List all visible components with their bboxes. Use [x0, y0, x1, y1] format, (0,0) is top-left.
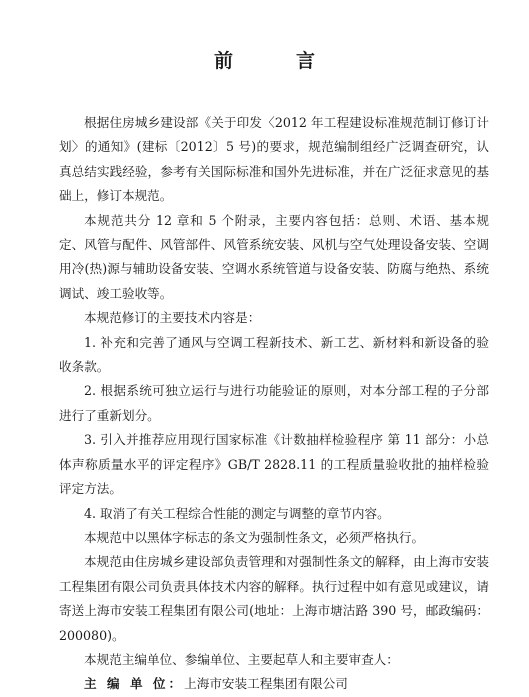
page-title: 前 言 — [213, 50, 337, 72]
paragraph-management: 本规范由住房城乡建设部负责管理和对强制性条文的解释，由上海市安装工程集团有限公司负责具体技术内容的解释。执行过程中如有意见或建议，请寄送上海市安装工程集团有限公司(地址：上海市塘沽路 390 号，邮政编码：200080)。 — [59, 554, 489, 643]
body-text — [59, 111, 489, 697]
paragraph-revision-item-3: 3. 引入并推荐应用现行国家标准《计数抽样检验程序 第 11 部分：小总体声称质量水平的评定程序》GB/T 2828.11 的工程质量验收批的抽样检验评定方法。 — [59, 432, 489, 497]
paragraph-revision-item-2: 2. 根据系统可独立运行与进行功能验证的原则，对本分部工程的子分部进行了重新划分。 — [59, 383, 489, 423]
chief-editor-label: 主 编 单 位： — [84, 676, 185, 692]
paragraph-revision-item-4: 4. 取消了有关工程综合性能的测定与调整的章节内容。 — [84, 505, 390, 521]
paragraph-revision-item-1: 1. 补充和完善了通风与空调工程新技术、新工艺、新材料和新设备的验收条款。 — [59, 334, 489, 375]
paragraph-revision-intro: 本规范修订的主要技术内容是： — [84, 310, 261, 326]
chief-editor-line — [59, 672, 489, 696]
paragraph-units-intro: 本规范主编单位、参编单位、主要起草人和主要审查人： — [84, 651, 399, 667]
paragraph-basis: 根据住房城乡建设部《关于印发〈2012 年工程建设标准规范制订修订计划〉的通知》(建标〔2012〕5 号)的要求，规范编制组经广泛调查研究，认真总结实践经验，参考有关国际标准和国外先进标准，并在广泛征求意见的基础上，修订本规范。 — [59, 115, 489, 204]
paragraph-contents: 本规范共分 12 章和 5 个附录，主要内容包括：总则、术语、基本规定、风管与配件、风管部件、风管系统安装、风机与空气处理设备安装、空调用冷(热)源与辅助设备安装、空调水系统管道与设备安装、防腐与绝热、系统调试、竣工验收等。 — [59, 212, 489, 301]
chief-editor-value: 上海市安装工程集团有限公司 — [184, 676, 348, 692]
paragraph-mandatory-clauses: 本规范中以黑体字标志的条文为强制性条文，必须严格执行。 — [84, 529, 425, 545]
